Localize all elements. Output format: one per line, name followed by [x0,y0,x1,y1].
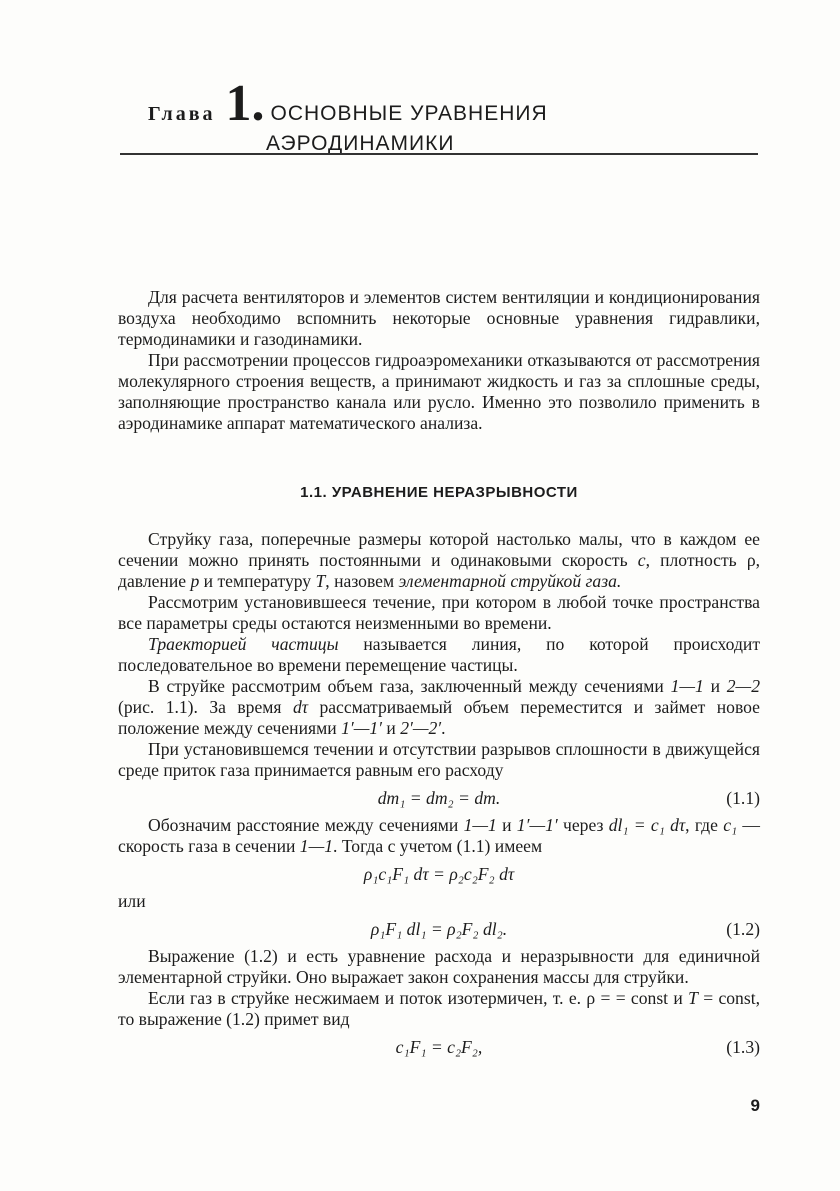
equation-number: (1.2) [726,919,760,939]
equation-mass-flow [118,862,760,886]
term-elementary-streamlet: элементарной струйкой газа. [398,571,622,591]
paragraph-distance: Обозначим расстояние между сечениями 1—1 и 1′—1′ через dl₁ = c₁ dτ, где c₁ — скорость газа в сечении 1—1. Тогда с учетом (1.1) имеем [118,815,760,856]
chapter-title-line2: АЭРОДИНАМИКИ [266,132,455,155]
section-body [118,460,760,1064]
equation-1-2 [118,917,760,941]
paragraph-incompressible: Если газ в струйке несжимаем и поток изотермичен, т. е. ρ = = const и T = const, то выражение (1.2) примет вид [118,988,760,1029]
equation-1-3 [118,1035,760,1059]
section-heading: 1.1. УРАВНЕНИЕ НЕРАЗРЫВНОСТИ [300,484,578,501]
equation-text: ρ₁F₁ dl₁ = ρ₂F₂ dl₂. [370,919,508,939]
equation-number: (1.1) [726,788,760,808]
paragraph-continuity: Выражение (1.2) и есть уравнение расхода и неразрывности для единичной элементарной струйки. Оно выражает закон сохранения массы для струйки. [118,946,760,987]
chapter-title-line1: ОСНОВНЫЕ УРАВНЕНИЯ [270,102,548,125]
page-number: 9 [750,1096,760,1115]
paragraph-volume: В струйке рассмотрим объем газа, заключенный между сечениями 1—1 и 2—2 (рис. 1.1). За время dτ рассматриваемый объем переместится и займет новое положение между сечениями 1′—1′ и 2′—2′. [118,676,760,738]
chapter-header [148,75,768,156]
equation-text: ρ₁c₁F₁ dτ = ρ₂c₂F₂ dτ [363,864,515,884]
intro-paragraph-2: При рассмотрении процессов гидроаэромеханики отказываются от рассмотрения молекулярного строения веществ, а принимают жидкость и газ за сплошные среды, заполняющие пространство канала или русло. Именно это позволило применить в аэродинамике аппарат математического анализа. [118,350,760,433]
paragraph-steady-flow: Рассмотрим установившееся течение, при котором в любой точке пространства все параметры среды остаются неизменными во времени. [118,592,760,633]
chapter-line [148,75,768,132]
intro-paragraph-1: Для расчета вентиляторов и элементов систем вентиляции и кондиционирования воздуха необходимо вспомнить некоторые основные уравнения гидравлики, термодинамики и газодинамики. [118,287,760,349]
equation-text: dm₁ = dm₂ = dm. [377,788,501,808]
intro-text [118,287,760,434]
equation-text: c₁F₁ = c₂F₂, [395,1037,483,1057]
chapter-word: Глава [148,103,216,125]
chapter-divider [120,153,758,155]
paragraph-trajectory: Траекторией частицы называется линия, по которой происходит последовательное во времени перемещение частицы. [118,634,761,675]
chapter-number: 1. [225,75,265,132]
paragraph-inflow: При установившемся течении и отсутствии разрывов сплошности в движущейся среде приток газа принимается равным его расходу [118,739,760,780]
word-or: или [118,891,146,911]
equation-1-1 [118,786,760,810]
term-trajectory: Траекторией частицы [148,634,339,654]
equation-number: (1.3) [726,1037,760,1057]
paragraph-streamlet: Струйку газа, поперечные размеры которой настолько малы, что в каждом ее сечении можно принять постоянными и одинаковыми скорость c, плотность ρ, давление p и температуру T, назовем элементарной струйкой газа. [118,529,760,591]
